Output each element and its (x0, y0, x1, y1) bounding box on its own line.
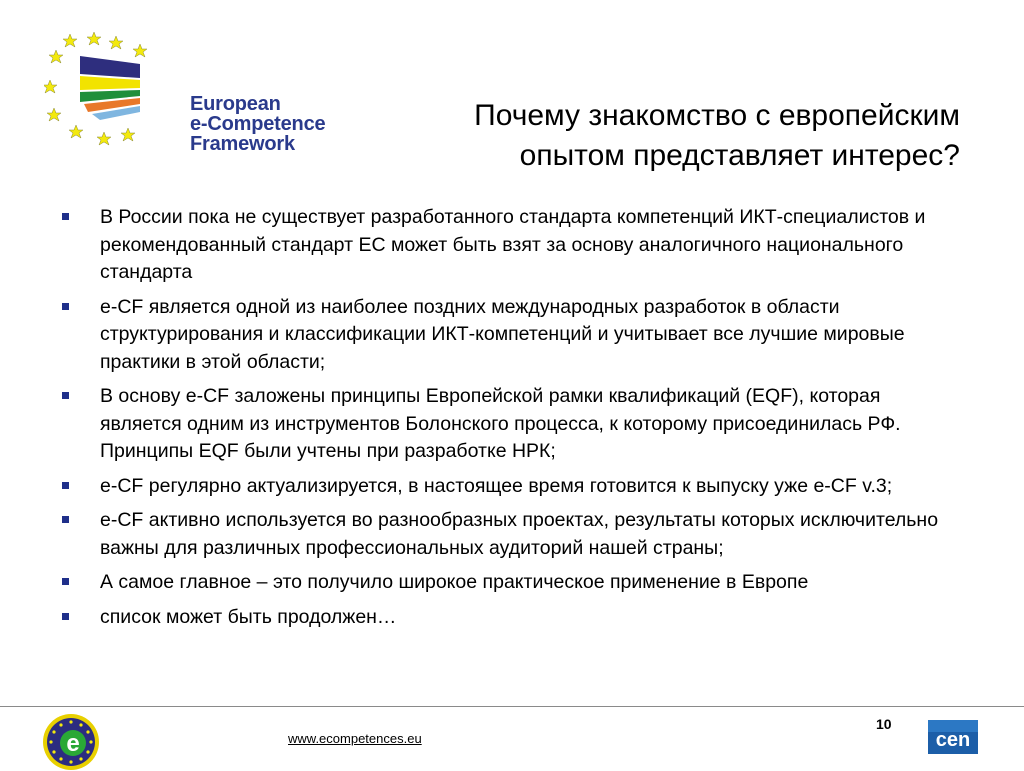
slide-title-line-1: Почему знакомство с европейским (474, 99, 960, 132)
bullet-text: А самое главное – это получило широкое практическое применение в Европе (100, 571, 809, 593)
bullet-item (62, 473, 962, 501)
bullet-item (62, 507, 962, 562)
star-icon (44, 80, 57, 93)
bullet-item (62, 383, 962, 466)
star-icon (69, 760, 72, 763)
bullet-text: В основу e-CF заложены принципы Европейской рамки квалификаций (EQF), которая является одним из инструментов Болонского процесса, к которому присоединилась РФ. Принципы EQF были учтены при разработке НРК; (100, 385, 901, 462)
website-link[interactable]: www.ecompetences.eu (288, 731, 422, 746)
star-icon (49, 740, 52, 743)
logo-line-2: e-Competence (190, 113, 326, 135)
cen-logo (926, 714, 980, 762)
star-icon (89, 740, 92, 743)
star-icon (59, 723, 62, 726)
logo-band-navy (80, 56, 140, 78)
cen-logo-text: cen (935, 729, 971, 751)
slide-title-line-2: опытом представляет интерес? (519, 139, 960, 172)
logo-line-1: European (190, 93, 281, 115)
star-icon (97, 132, 111, 145)
star-icon (86, 750, 89, 753)
star-icon (52, 750, 55, 753)
bullet-text: e-CF активно используется во разнообразных проектах, результаты которых исключительно важны для различных профессиональных аудиторий нашей страны; (100, 509, 939, 559)
bullet-text: В России пока не существует разработанного стандарта компетенций ИКТ-специалистов и рекомендованный стандарт ЕС может быть взят за основу аналогичного национального стандарта (100, 206, 926, 283)
bullet-list (62, 204, 962, 638)
square-bullet-icon (62, 516, 69, 523)
bullet-item (62, 294, 962, 377)
star-icon (121, 128, 135, 141)
page-number: 10 (876, 716, 892, 732)
e-competence-circle-logo (42, 713, 100, 771)
square-bullet-icon (62, 482, 69, 489)
star-icon (109, 36, 123, 49)
logo-wordmark (190, 94, 325, 154)
star-icon (69, 125, 83, 138)
bullet-item (62, 569, 962, 597)
star-icon (86, 730, 89, 733)
bullet-text: e-CF является одной из наиболее поздних международных разработок в области структурирования и классификации ИКТ-компетенций и учитывает все лучшие мировые практики в этой области; (100, 295, 905, 373)
square-bullet-icon (62, 303, 69, 310)
european-e-competence-framework-logo (44, 30, 326, 160)
square-bullet-icon (62, 213, 69, 220)
bullet-item (62, 604, 962, 632)
slide-title (360, 96, 960, 176)
bullet-text: список может быть продолжен… (100, 605, 397, 628)
star-icon (69, 720, 72, 723)
star-icon (63, 34, 77, 47)
star-icon (79, 757, 82, 760)
square-bullet-icon (62, 613, 69, 620)
logo-line-3: Framework (190, 133, 295, 155)
star-icon (49, 50, 63, 63)
star-icon (87, 32, 101, 45)
logo-band-yellow (80, 76, 140, 90)
footer-divider (0, 706, 1024, 707)
star-icon (59, 757, 62, 760)
square-bullet-icon (62, 578, 69, 585)
bullet-text: e-CF регулярно актуализируется, в настоящее время готовится к выпуску уже e-CF v.3; (100, 474, 893, 497)
bullet-item (62, 204, 962, 287)
e-logo-letter: e (66, 730, 80, 757)
star-icon (47, 108, 61, 121)
star-icon (79, 723, 82, 726)
square-bullet-icon (62, 392, 69, 399)
star-icon (52, 730, 55, 733)
star-icon (133, 44, 147, 57)
